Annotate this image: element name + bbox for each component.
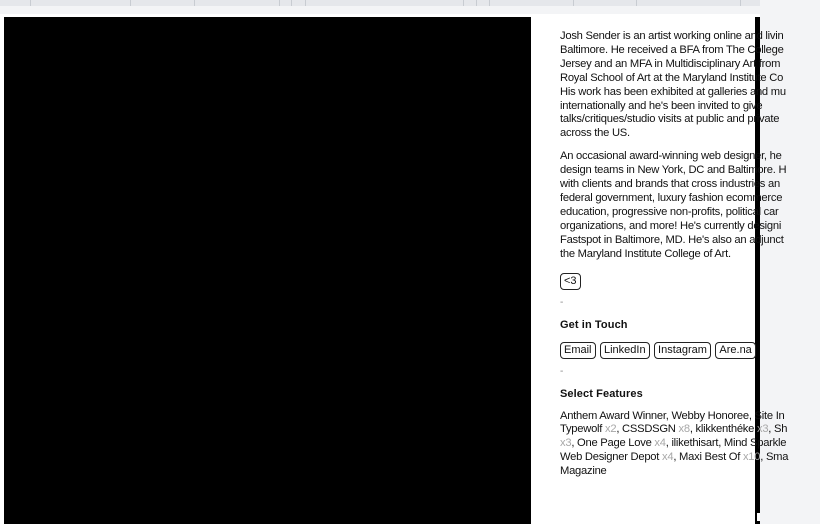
features-line: [560, 423, 820, 437]
bio-line: His work has been exhibited at galleries and mu: [560, 85, 786, 98]
feature-count: x10: [742, 451, 761, 464]
edge-marker: [757, 513, 760, 521]
bio-line: Baltimore. He received a BFA from The College: [560, 43, 784, 56]
top-bar-divider: [489, 0, 490, 6]
top-bar-divider: [463, 0, 464, 6]
bio-line: organizations, and more! He's currently designi: [560, 219, 782, 232]
top-bar-divider: [305, 0, 306, 6]
feature-count: x4: [654, 437, 666, 450]
feature-count: x3: [560, 437, 572, 450]
bio-line: the Maryland Institute College of Art.: [560, 247, 731, 260]
about-content: [560, 30, 820, 479]
features-list: [560, 410, 820, 480]
feature-count: x3: [756, 423, 769, 436]
feature-name: Typewolf: [560, 423, 606, 436]
bio-line: Josh Sender is an artist working online and livin: [560, 30, 784, 42]
top-bar-divider: [30, 0, 31, 6]
instagram-link[interactable]: Instagram: [654, 342, 711, 359]
heart-button[interactable]: <3: [560, 273, 581, 290]
feature-count: x8: [678, 423, 690, 436]
top-bar-divider: [740, 0, 741, 6]
feature-name: Web Designer Depot: [560, 451, 663, 464]
contact-heading: Get in Touch: [560, 318, 628, 331]
bio-line: education, progressive non-profits, political car: [560, 205, 779, 218]
features-line: [560, 437, 820, 451]
feature-name: , Sh: [768, 423, 788, 436]
features-line: Anthem Award Winner, Webby Honoree, Site In: [560, 409, 785, 422]
bio-line: design teams in New York, DC and Baltimore. H: [560, 164, 787, 177]
feature-name: , ilikethisart, Mind Sparkle: [665, 437, 787, 450]
top-bar-divider: [279, 0, 280, 6]
separator: -: [560, 296, 564, 308]
feature-name: , CSSDSGN: [616, 423, 679, 436]
bio-line: across the US.: [560, 127, 630, 140]
bio-line: Royal School of Art at the Maryland Institute Co: [560, 71, 784, 84]
bio-line: Jersey and an MFA in Multidisciplinary Art from: [560, 57, 781, 70]
top-bar-divider: [573, 0, 574, 6]
email-link[interactable]: Email: [560, 342, 596, 359]
feature-count: x2: [605, 423, 617, 436]
media-panel: [4, 17, 531, 524]
feature-name: , One Page Love: [571, 437, 655, 450]
top-bar-divider: [636, 0, 637, 6]
bio-line: Fastspot in Baltimore, MD. He's also an adjunct: [560, 233, 784, 246]
feature-name: , Maxi Best Of: [673, 451, 743, 464]
bio-line: talks/critiques/studio visits at public and private: [560, 113, 780, 126]
bio-paragraph-artist: [560, 30, 820, 141]
bio-line: federal government, luxury fashion ecommerce: [560, 191, 783, 204]
arena-link[interactable]: Are.na: [715, 342, 755, 359]
features-line: [560, 451, 820, 465]
top-bar-divider: [291, 0, 292, 6]
bio-line: An occasional award-winning web designer, he: [560, 150, 782, 163]
top-bar-divider: [130, 0, 131, 6]
bio-paragraph-designer: [560, 150, 820, 261]
feature-count: x4: [662, 451, 674, 464]
feature-name: , Sma: [760, 451, 789, 464]
top-bar-divider: [194, 0, 195, 6]
features-heading: Select Features: [560, 387, 643, 400]
separator: -: [560, 365, 564, 377]
contact-links: [560, 340, 820, 359]
browser-top-bar: [0, 0, 760, 6]
linkedin-link[interactable]: LinkedIn: [600, 342, 650, 359]
feature-name: , klikkenthéke: [689, 423, 757, 436]
features-line: Magazine: [560, 465, 607, 478]
bio-line: with clients and brands that cross industries an: [560, 178, 780, 191]
bio-line: internationally and he's been invited to give: [560, 99, 763, 112]
top-bar-divider: [476, 0, 477, 6]
